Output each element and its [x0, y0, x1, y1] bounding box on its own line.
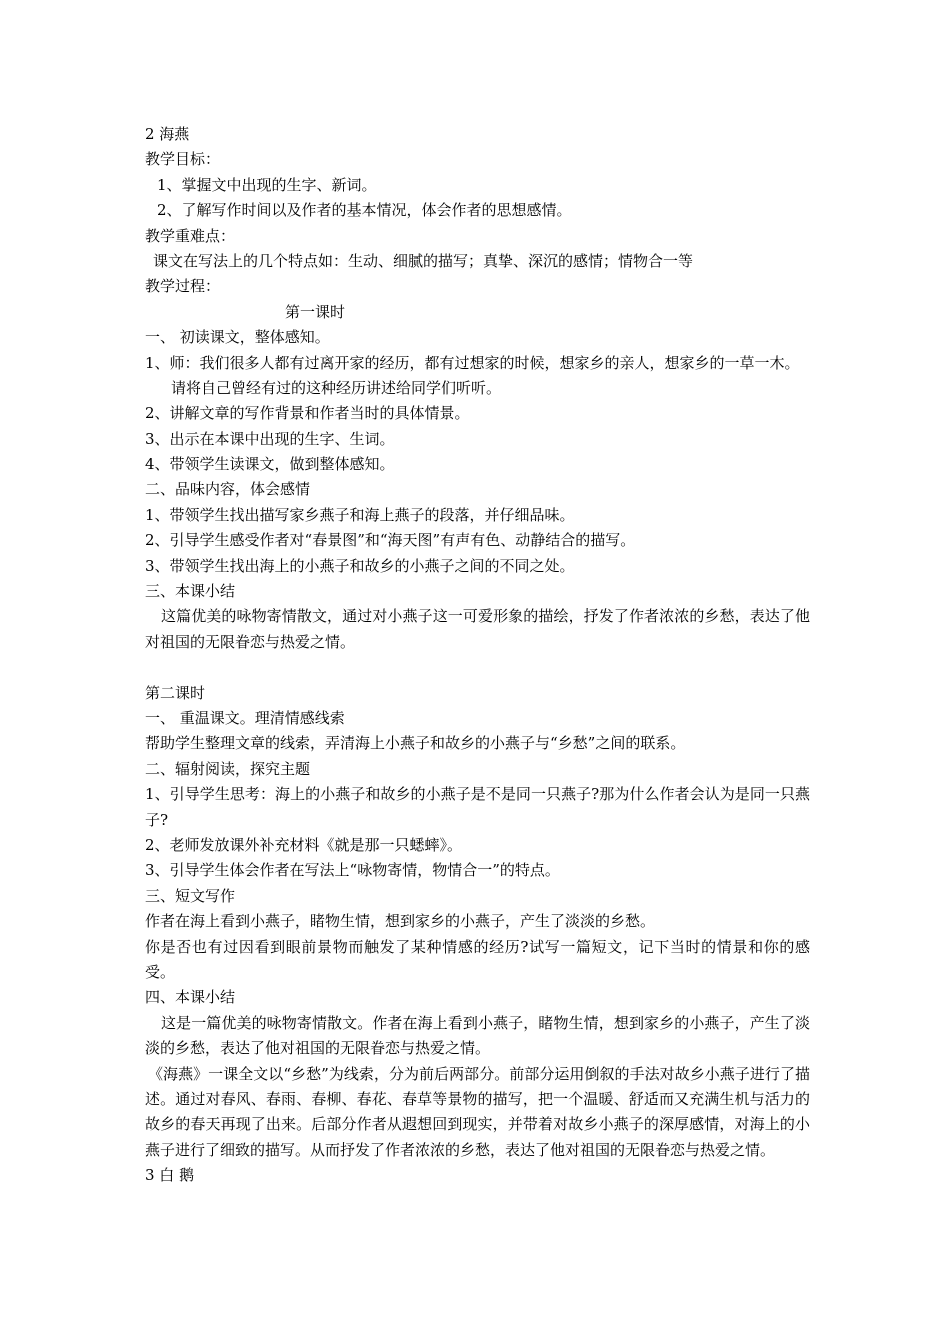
list-item-continuation: 请将自己曾经有过的这种经历讲述给同学们听听。 — [171, 378, 502, 397]
paragraph: 你是否也有过因看到眼前景物而触发了某种情感的经历?试写一篇短文，记下当时的情景和你的感受。 — [145, 937, 810, 981]
next-lesson-title: 3 白 鹅 — [145, 1166, 195, 1185]
section-title: 三、短文写作 — [145, 886, 236, 905]
list-item: 2、讲解文章的写作背景和作者当时的具体情景。 — [145, 404, 470, 423]
paragraph: 作者在海上看到小燕子，睹物生情，想到家乡的小燕子，产生了淡淡的乡愁。 — [145, 912, 656, 931]
section-title: 二、辐射阅读，探究主题 — [145, 759, 311, 778]
lesson-title: 2 海燕 — [145, 125, 190, 143]
objective-item: 1、掌握文中出现的生字、新词。 — [157, 175, 377, 194]
key-points-text: 课文在写法上的几个特点如：生动、细腻的描写；真挚、深沉的感情；情物合一等 — [153, 251, 694, 270]
period-heading: 第一课时 — [285, 302, 346, 321]
document-body — [145, 122, 810, 1189]
section-title: 一、 重温课文。理清情感线索 — [145, 709, 345, 728]
summary-text: 《海燕》一课全文以“乡愁”为线索，分为前后两部分。前部分运用倒叙的手法对故乡小燕子进行了描述。通过对春风、春雨、春柳、春花、春草等景物的描写，把一个温暖、舒适而又充满生机与活力的故乡的春天再现了出来。后部分作者从遐想回到现实，并带着对故乡小燕子的深厚感情，对海上的小燕子进行了细致的描写。从而抒发了作者浓浓的乡愁，表达了他对祖国的无限眷恋与热爱之情。 — [145, 1064, 810, 1159]
list-item: 2、老师发放课外补充材料《就是那一只蟋蟀》。 — [145, 836, 463, 855]
summary-text: 这篇优美的咏物寄情散文，通过对小燕子这一可爱形象的描绘，抒发了作者浓浓的乡愁，表达了他对祖国的无限眷恋与热爱之情。 — [145, 607, 810, 651]
list-item: 4、带领学生读课文，做到整体感知。 — [145, 455, 395, 474]
process-heading: 教学过程： — [145, 277, 221, 296]
list-item: 1、师：我们很多人都有过离开家的经历，都有过想家的时候，想家乡的亲人，想家乡的一草一木。 — [145, 353, 800, 372]
list-item: 3、引导学生体会作者在写法上“咏物寄情，物情合一”的特点。 — [145, 861, 560, 880]
paragraph: 帮助学生整理文章的线索，弄清海上小燕子和故乡的小燕子与“乡愁”之间的联系。 — [145, 734, 686, 753]
list-item: 3、带领学生找出海上的小燕子和故乡的小燕子之间的不同之处。 — [145, 556, 575, 575]
list-item: 1、带领学生找出描写家乡燕子和海上燕子的段落，并仔细品味。 — [145, 505, 575, 524]
list-item: 3、出示在本课中出现的生字、生词。 — [145, 429, 395, 448]
list-item: 1、引导学生思考：海上的小燕子和故乡的小燕子是不是同一只燕子?那为什么作者会认为是同一只燕子? — [145, 785, 810, 829]
period-heading: 第二课时 — [145, 683, 206, 702]
section-title: 二、品味内容，体会感情 — [145, 480, 311, 499]
section-title: 一、 初读课文，整体感知。 — [145, 328, 330, 347]
objectives-heading: 教学目标： — [145, 150, 221, 169]
section-title: 四、本课小结 — [145, 988, 236, 1007]
objective-item: 2、了解写作时间以及作者的基本情况，体会作者的思想感情。 — [157, 201, 572, 220]
key-points-heading: 教学重难点： — [145, 226, 236, 245]
section-title: 三、本课小结 — [145, 582, 236, 601]
blank-line — [145, 655, 810, 680]
list-item: 2、引导学生感受作者对“春景图”和“海天图”有声有色、动静结合的描写。 — [145, 531, 636, 550]
summary-text: 这是一篇优美的咏物寄情散文。作者在海上看到小燕子，睹物生情，想到家乡的小燕子，产生了淡淡的乡愁，表达了他对祖国的无限眷恋与热爱之情。 — [145, 1013, 810, 1058]
